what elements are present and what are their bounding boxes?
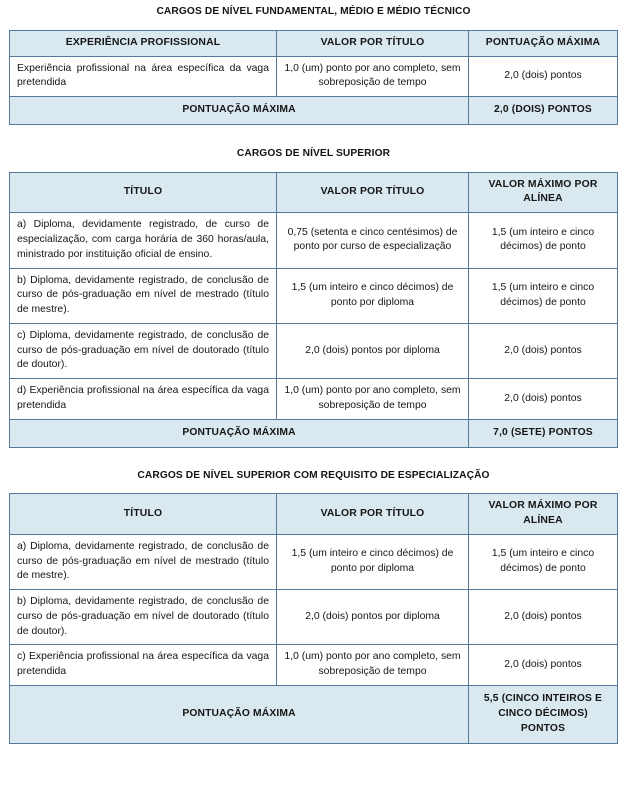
cell-value: 1,0 (um) ponto por ano completo, sem sobreposição de tempo <box>277 379 469 420</box>
column-header-pontuacao-maxima: PONTUAÇÃO MÁXIMA <box>469 30 618 56</box>
total-label: PONTUAÇÃO MÁXIMA <box>10 686 469 744</box>
cell-title: a) Diploma, devidamente registrado, de curso de especialização, com carga horária de 360 horas/aula, ministrado por instituição oficial de ensino. <box>10 213 277 268</box>
spacer <box>0 161 627 172</box>
total-label: PONTUAÇÃO MÁXIMA <box>10 419 469 447</box>
total-value: 5,5 (CINCO INTEIROS E CINCO DÉCIMOS) PONTOS <box>469 686 618 744</box>
cell-title: c) Diploma, devidamente registrado, de conclusão de curso de pós-graduação em nível de doutorado (título de doutor). <box>10 323 277 378</box>
table-row <box>10 323 618 378</box>
table-row <box>10 590 618 645</box>
table-header-row <box>10 30 618 56</box>
cell-title: c) Experiência profissional na área específica da vaga pretendida <box>10 645 277 686</box>
cell-max: 2,0 (dois) pontos <box>469 590 618 645</box>
total-label: PONTUAÇÃO MÁXIMA <box>10 97 469 125</box>
cell-max: 2,0 (dois) pontos <box>469 379 618 420</box>
table-row <box>10 268 618 323</box>
table-total-row <box>10 419 618 447</box>
cell-title: Experiência profissional na área específica da vaga pretendida <box>10 56 277 97</box>
column-header-valor-por-titulo: VALOR POR TÍTULO <box>277 494 469 535</box>
column-header-valor-por-titulo: VALOR POR TÍTULO <box>277 30 469 56</box>
column-header-valor-por-titulo: VALOR POR TÍTULO <box>277 172 469 213</box>
table-total-row <box>10 97 618 125</box>
table-row <box>10 213 618 268</box>
cell-title: a) Diploma, devidamente registrado, de conclusão de curso de pós-graduação em nível de mestrado (título de mestre). <box>10 534 277 589</box>
table-superior <box>9 172 618 448</box>
table-row <box>10 534 618 589</box>
cell-max: 1,5 (um inteiro e cinco décimos) de ponto <box>469 213 618 268</box>
column-header-experiencia: EXPERIÊNCIA PROFISSIONAL <box>10 30 277 56</box>
cell-value: 0,75 (setenta e cinco centésimos) de ponto por curso de especialização <box>277 213 469 268</box>
table-superior-especializacao <box>9 493 618 743</box>
table-row <box>10 645 618 686</box>
section-title: CARGOS DE NÍVEL SUPERIOR COM REQUISITO DE ESPECIALIZAÇÃO <box>137 469 490 481</box>
cell-max: 1,5 (um inteiro e cinco décimos) de ponto <box>469 268 618 323</box>
column-header-titulo: TÍTULO <box>10 494 277 535</box>
section-fundamental-medio <box>0 0 627 125</box>
table-total-row <box>10 686 618 744</box>
cell-value: 2,0 (dois) pontos por diploma <box>277 323 469 378</box>
spacer <box>0 482 627 493</box>
cell-value: 1,5 (um inteiro e cinco décimos) de ponto por diploma <box>277 534 469 589</box>
column-header-valor-maximo-por-alinea: VALOR MÁXIMO POR ALÍNEA <box>469 494 618 535</box>
cell-title: d) Experiência profissional na área específica da vaga pretendida <box>10 379 277 420</box>
column-header-valor-maximo-por-alinea: VALOR MÁXIMO POR ALÍNEA <box>469 172 618 213</box>
cell-title: b) Diploma, devidamente registrado, de conclusão de curso de pós-graduação em nível de mestrado (título de mestre). <box>10 268 277 323</box>
table-header-row <box>10 494 618 535</box>
cell-title: b) Diploma, devidamente registrado, de conclusão de curso de pós-graduação em nível de doutorado (título de doutor). <box>10 590 277 645</box>
cell-max: 1,5 (um inteiro e cinco décimos) de ponto <box>469 534 618 589</box>
column-header-titulo: TÍTULO <box>10 172 277 213</box>
total-value: 2,0 (DOIS) PONTOS <box>469 97 618 125</box>
cell-max: 2,0 (dois) pontos <box>469 645 618 686</box>
cell-max: 2,0 (dois) pontos <box>469 323 618 378</box>
cell-value: 1,5 (um inteiro e cinco décimos) de ponto por diploma <box>277 268 469 323</box>
total-value: 7,0 (SETE) PONTOS <box>469 419 618 447</box>
spacer <box>0 125 627 148</box>
section-superior-especializacao <box>0 470 627 744</box>
section-superior <box>0 148 627 448</box>
table-fundamental-medio <box>9 30 618 125</box>
cell-value: 1,0 (um) ponto por ano completo, sem sobreposição de tempo <box>277 56 469 97</box>
cell-value: 1,0 (um) ponto por ano completo, sem sobreposição de tempo <box>277 645 469 686</box>
section-title: CARGOS DE NÍVEL SUPERIOR <box>236 147 391 159</box>
cell-max: 2,0 (dois) pontos <box>469 56 618 97</box>
spacer <box>0 448 627 470</box>
spacer <box>0 19 627 30</box>
table-header-row <box>10 172 618 213</box>
table-row <box>10 379 618 420</box>
cell-value: 2,0 (dois) pontos por diploma <box>277 590 469 645</box>
table-row <box>10 56 618 97</box>
section-title: CARGOS DE NÍVEL FUNDAMENTAL, MÉDIO E MÉDIO TÉCNICO <box>156 6 471 17</box>
